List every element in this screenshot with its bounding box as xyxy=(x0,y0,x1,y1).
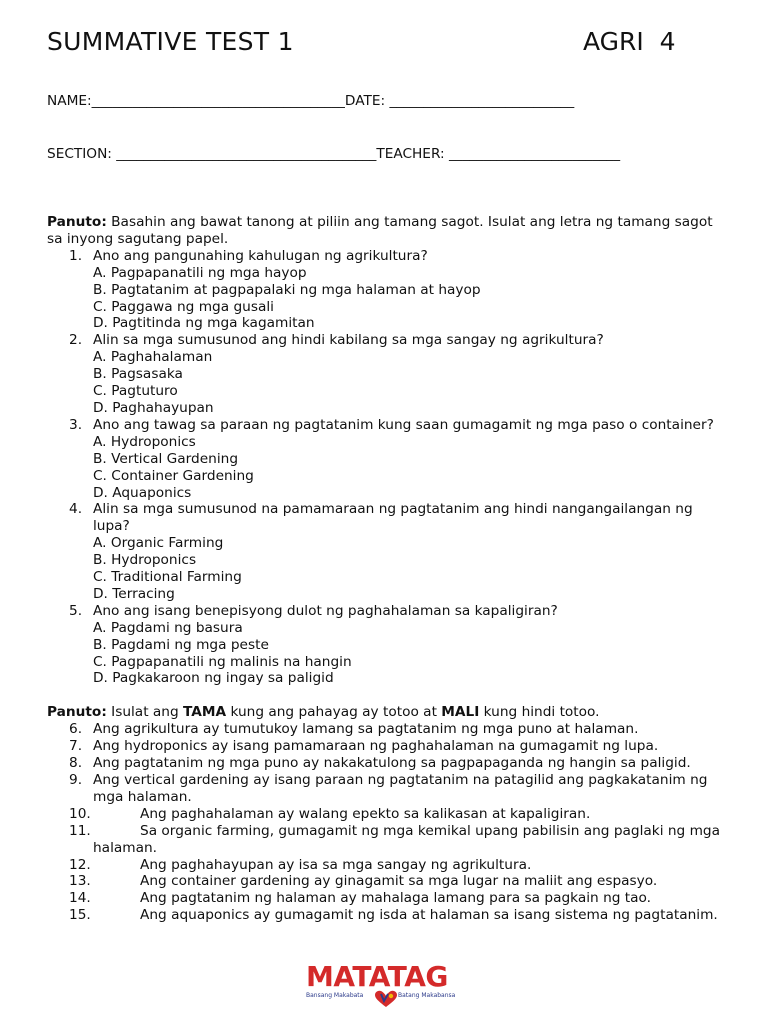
answer-option[interactable]: D. Aquaponics xyxy=(93,484,192,501)
title-row xyxy=(47,26,727,58)
statement-number: 10. xyxy=(69,805,91,822)
question-number: 4. xyxy=(69,501,83,518)
test-title: SUMMATIVE TEST 1 xyxy=(47,27,294,56)
question-item xyxy=(47,417,727,502)
test-page xyxy=(47,26,727,924)
statement-text: Ang container gardening ay ginagamit sa mga lugar na maliit ang espasyo. xyxy=(140,873,658,890)
logo-tagline-left: Bansang Makabata xyxy=(306,992,364,999)
answer-option[interactable]: C. Container Gardening xyxy=(93,467,254,484)
question-text: Ano ang tawag sa paraan ng pagtatanim kung saan gumagamit ng mga paso o container? xyxy=(93,416,714,433)
statement-text: Ang paghahayupan ay isa sa mga sangay ng agrikultura. xyxy=(140,856,532,873)
statement-text: Ang pagtatanim ng halaman ay mahalaga lamang para sa pagkain ng tao. xyxy=(140,890,652,907)
statement-number: 12. xyxy=(69,856,91,873)
statement-number: 7. xyxy=(69,738,83,755)
answer-option[interactable]: C. Pagtuturo xyxy=(93,383,178,400)
question-item xyxy=(47,501,727,602)
instruction-text-pre: Isulat ang xyxy=(106,704,184,721)
answer-option[interactable]: C. Pagpapanatili ng malinis na hangin xyxy=(93,653,352,670)
question-text: Alin sa mga sumusunod ang hindi kabilang sa mga sangay ng agrikultura? xyxy=(93,332,604,349)
section-teacher-line[interactable]: SECTION: ______________________________________TEACHER: _________________________ xyxy=(47,145,621,162)
answer-option[interactable]: C. Paggawa ng mga gusali xyxy=(93,298,274,315)
instruction-part1 xyxy=(47,214,727,248)
mali-keyword: MALI xyxy=(441,704,480,721)
true-false-list xyxy=(47,721,727,924)
instruction-part2 xyxy=(47,704,727,721)
question-item xyxy=(47,332,727,417)
question-text: Ano ang isang benepisyong dulot ng paghahalaman sa kapaligiran? xyxy=(93,602,558,619)
logo-heart-icon xyxy=(374,990,398,1008)
name-date-line[interactable]: NAME:_____________________________________DATE: ___________________________ xyxy=(47,93,575,109)
logo-tagline-right: Batang Makabansa xyxy=(398,992,456,999)
answer-option[interactable]: B. Vertical Gardening xyxy=(93,450,239,467)
statement-item xyxy=(47,823,727,857)
statement-item xyxy=(47,721,727,738)
statement-number: 9. xyxy=(69,772,83,788)
statement-number: 8. xyxy=(69,755,83,772)
statement-item xyxy=(47,890,727,907)
question-text: Ano ang pangunahing kahulugan ng agrikultura? xyxy=(93,247,428,264)
question-number: 3. xyxy=(69,416,83,433)
answer-option[interactable]: D. Terracing xyxy=(93,585,175,602)
statement-text: Ang paghahalaman ay walang epekto sa kalikasan at kapaligiran. xyxy=(140,805,591,822)
statement-item xyxy=(47,755,727,772)
question-number: 2. xyxy=(69,332,83,349)
statement-item xyxy=(47,806,727,823)
instruction-text-post: kung hindi totoo. xyxy=(479,704,600,721)
matatag-logo xyxy=(306,962,466,1010)
answer-option[interactable]: B. Pagdami ng mga peste xyxy=(93,636,269,653)
statement-item xyxy=(47,857,727,874)
multiple-choice-list xyxy=(47,248,727,688)
statement-item xyxy=(47,772,727,806)
statement-number: 6. xyxy=(69,721,83,738)
statement-text: Ang vertical gardening ay isang paraan ng pagtatanim na patagilid ang pagkakatanim ng mga halaman. xyxy=(93,772,708,805)
answer-option[interactable]: B. Pagsasaka xyxy=(93,366,183,383)
answer-option[interactable]: C. Traditional Farming xyxy=(93,569,242,586)
statement-text: Ang agrikultura ay tumutukoy lamang sa pagtatanim ng mga puno at halaman. xyxy=(93,721,639,738)
answer-option[interactable]: D. Paghahayupan xyxy=(93,399,214,416)
answer-option[interactable]: A. Paghahalaman xyxy=(93,349,213,366)
question-number: 5. xyxy=(69,602,83,619)
instruction-text: Basahin ang bawat tanong at piliin ang tamang sagot. Isulat ang letra ng tamang sagot sa inyong sagutang papel. xyxy=(47,214,713,247)
instruction-label: Panuto: xyxy=(47,704,107,721)
statement-item xyxy=(47,873,727,890)
subject-label: AGRI 4 xyxy=(583,27,676,56)
statement-text: Sa organic farming, gumagamit ng mga kemikal upang pabilisin ang paglaki ng mga halaman. xyxy=(93,822,720,856)
student-fields xyxy=(47,58,727,198)
instruction-text-mid: kung ang pahayag ay totoo at xyxy=(226,704,442,721)
answer-option[interactable]: D. Pagtitinda ng mga kagamitan xyxy=(93,315,315,332)
statement-text: Ang pagtatanim ng mga puno ay nakakatulong sa pagpapaganda ng hangin sa paligid. xyxy=(93,755,691,772)
answer-option[interactable]: D. Pagkakaroon ng ingay sa paligid xyxy=(93,670,334,687)
answer-option[interactable]: A. Pagdami ng basura xyxy=(93,619,243,636)
statement-item xyxy=(47,738,727,755)
statement-text: Ang aquaponics ay gumagamit ng isda at halaman sa isang sistema ng pagtatanim. xyxy=(140,907,718,924)
question-item xyxy=(47,603,727,688)
instruction-label: Panuto: xyxy=(47,214,107,230)
answer-option[interactable]: A. Pagpapanatili ng mga hayop xyxy=(93,264,307,281)
tama-keyword: TAMA xyxy=(183,704,227,721)
question-item xyxy=(47,248,727,333)
statement-number: 13. xyxy=(69,873,91,890)
statement-text: Ang hydroponics ay isang pamamaraan ng paghahalaman na gumagamit ng lupa. xyxy=(93,738,659,755)
answer-option[interactable]: B. Pagtatanim at pagpapalaki ng mga halaman at hayop xyxy=(93,281,481,298)
answer-option[interactable]: B. Hydroponics xyxy=(93,552,197,569)
statement-number: 11. xyxy=(69,822,91,839)
answer-option[interactable]: A. Organic Farming xyxy=(93,535,224,552)
question-number: 1. xyxy=(69,247,83,264)
statement-item xyxy=(47,907,727,924)
statement-number: 15. xyxy=(69,907,91,924)
logo-wordmark: MATATAG xyxy=(306,960,448,993)
answer-option[interactable]: A. Hydroponics xyxy=(93,433,196,450)
statement-number: 14. xyxy=(69,890,91,907)
question-text: Alin sa mga sumusunod na pamamaraan ng pagtatanim ang hindi nangangailangan ng lupa? xyxy=(93,501,693,535)
